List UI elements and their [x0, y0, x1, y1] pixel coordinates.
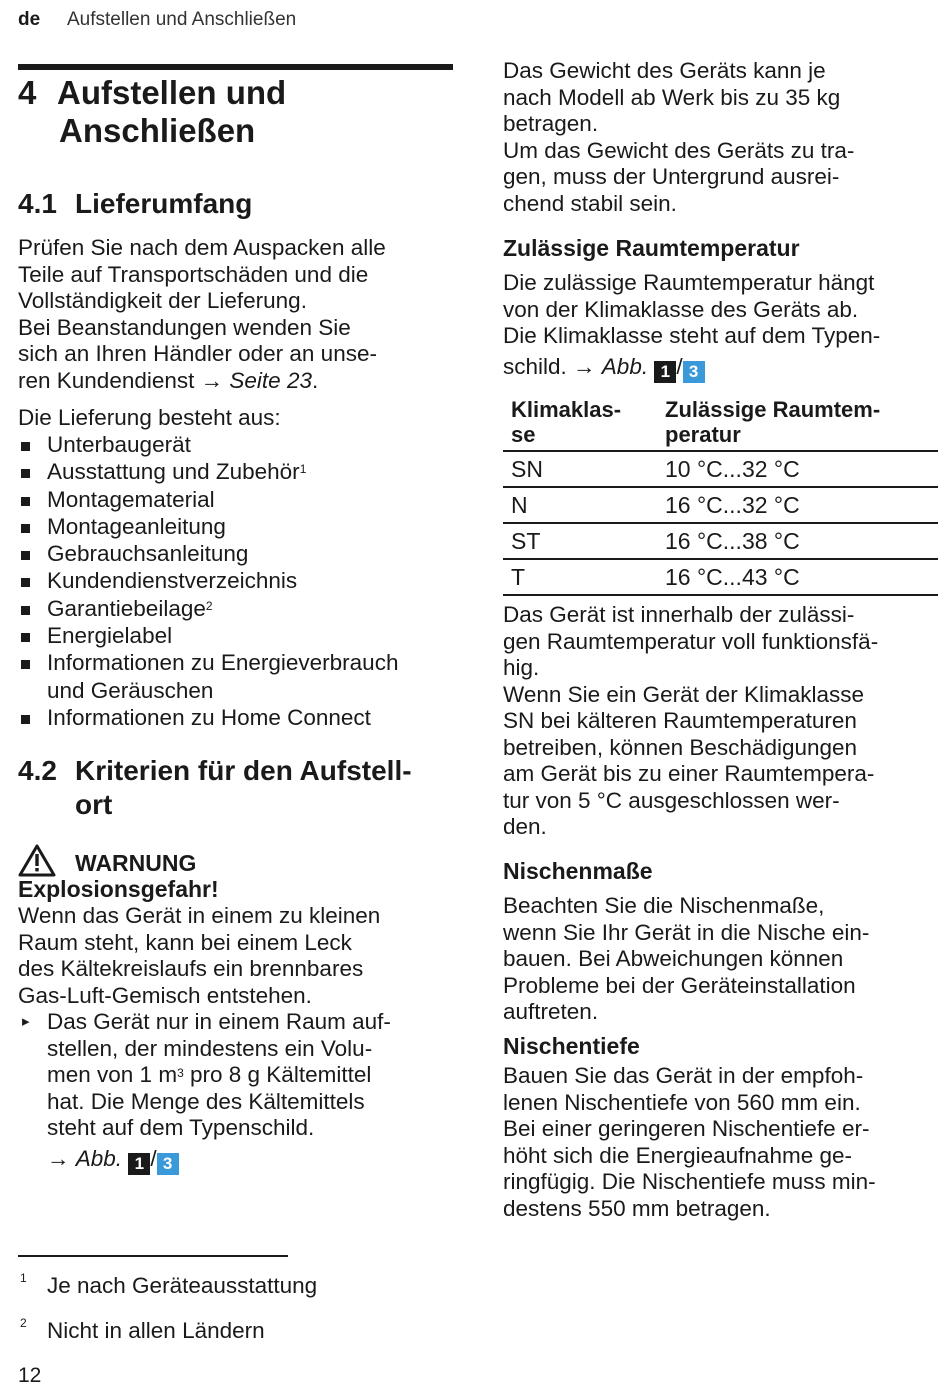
list-item: Garantiebeilage$^2$ [18, 595, 458, 622]
niche-dimensions-paragraph: Beachten Sie die Nischenmaße, wenn Sie Ihr Gerät in die Nische ein- bauen. Bei Abweichungen können Probleme bei der Geräteinstallation auftreten. [503, 893, 870, 1024]
delivery-intro: Die Lieferung besteht aus: [18, 405, 281, 430]
bullet-square-icon [21, 633, 30, 642]
chapter-title-line2: Anschließen [59, 112, 256, 149]
arrow-icon: → [47, 1145, 70, 1171]
figure-badge-1: 1 [654, 361, 676, 383]
footnote-text: Nicht in allen Ländern [47, 1318, 265, 1343]
table-row: N 16 °C...32 °C [503, 487, 938, 523]
section-title-lieferumfang: Lieferumfang [75, 188, 253, 219]
warning-triangle-icon [18, 843, 56, 877]
footnote-rule [18, 1255, 288, 1257]
table-header-row [503, 393, 938, 451]
chapter-title-line1: Aufstellen und [57, 74, 287, 111]
page-reference-link[interactable]: Seite 23 [229, 367, 312, 393]
bullet-square-icon [21, 497, 30, 506]
list-item: Montageanleitung [18, 513, 458, 540]
room-temperature-heading: Zulässige Raumtemperatur [503, 235, 800, 261]
step-triangle-icon: ▸ [22, 1013, 30, 1030]
section-title-line1: Kriterien für den Aufstell- [75, 755, 412, 786]
delivery-list [18, 431, 458, 731]
warning-instruction: Das Gerät nur in einem Raum auf- stellen, der mindestens ein Volu- men von 1 $m^3$ pro 8 g Kältemittel hat. Die Menge des Kältemittels steht auf dem Typenschild. → Abb. 1 / 3 [47, 1009, 391, 1173]
bullet-square-icon [21, 551, 30, 560]
arrow-icon: → [200, 367, 224, 393]
warning-label: WARNUNG [75, 850, 197, 876]
warning-title: Explosionsgefahr! [18, 876, 219, 902]
footnote-marker: 2 [205, 598, 213, 613]
table-row: ST 16 °C...38 °C [503, 523, 938, 559]
table-row: T 16 °C...43 °C [503, 559, 938, 595]
figure-badge-3: 3 [683, 361, 705, 383]
bullet-square-icon [21, 660, 30, 669]
list-item: Ausstattung und Zubehör$^1$ [18, 458, 458, 485]
language-tag: de [18, 9, 41, 30]
page-number: 12 [18, 1364, 42, 1387]
bullet-square-icon [21, 578, 30, 587]
arrow-icon: → [573, 353, 596, 379]
bullet-square-icon [21, 715, 30, 724]
bullet-square-icon [21, 524, 30, 533]
niche-depth-heading: Nischentiefe [503, 1033, 640, 1059]
section-title-line2: ort [75, 789, 113, 820]
footnote-number: 2 [20, 1316, 27, 1330]
footnote-text: Je nach Geräteausstattung [47, 1273, 318, 1298]
bullet-square-icon [21, 469, 30, 478]
list-item: Informationen zu Home Connect [18, 704, 458, 731]
weight-paragraph: Das Gewicht des Geräts kann je nach Modell ab Werk bis zu 35 kg betragen. Um das Gewicht des Geräts zu tra- gen, muss der Untergrund ausrei- chend stabil sein. [503, 58, 855, 216]
list-item: Kundendienstverzeichnis [18, 567, 458, 594]
delivery-check-paragraph: Prüfen Sie nach dem Auspacken alle Teile auf Transportschäden und die Vollständigkeit der Lieferung. Bei Beanstandungen wenden Sie sich an Ihren Händler oder an unse- ren Kundendienst → Seite 23. [18, 235, 386, 393]
niche-depth-paragraph: Bauen Sie das Gerät in der empfoh- lenen Nischentiefe von 560 mm ein. Bei einer geringeren Nischentiefe er- höht sich die Energieaufnahme ge- ringfügig. Die Nischentiefe muss min- destens 550 mm betragen. [503, 1063, 876, 1221]
footnote-marker: 1 [299, 462, 307, 477]
section-number-4-2: 4.2 [18, 755, 57, 786]
warning-text: Wenn das Gerät in einem zu kleinen Raum steht, kann bei einem Leck des Kältekreislaufs ein brennbares Gas-Luft-Gemisch entstehen. [18, 903, 381, 1008]
section-number-4-1: 4.1 [18, 188, 57, 219]
list-item: Energielabel [18, 622, 458, 649]
chapter-number: 4 [18, 74, 37, 111]
list-item: Informationen zu Energieverbrauch und Geräuschen [18, 649, 458, 704]
bullet-square-icon [21, 442, 30, 451]
climate-class-explanation: Das Gerät ist innerhalb der zulässi- gen Raumtemperatur voll funktionsfä- hig. Wenn Sie ein Gerät der Klimaklasse SN bei kälteren Raumtemperaturen betreiben, können Beschädigungen am Gerät bis zu einer Raumtempera- tur von 5 °C ausgeschlossen wer- den. [503, 602, 879, 839]
column-header-room-temperature: Zulässige Raumtem- peratur [657, 393, 938, 451]
bullet-square-icon [21, 606, 30, 615]
figure-badge-1: 1 [128, 1153, 150, 1175]
niche-dimensions-heading: Nischenmaße [503, 858, 653, 884]
figure-badge-3: 3 [157, 1153, 179, 1175]
table-row: SN 10 °C...32 °C [503, 451, 938, 487]
list-item: Montagematerial [18, 486, 458, 513]
footnote-number: 1 [20, 1271, 27, 1285]
figure-reference[interactable]: Abb. [601, 353, 649, 379]
column-header-climate-class: Klimaklas- se [503, 393, 657, 451]
climate-class-table [503, 393, 938, 596]
figure-reference[interactable]: Abb. [75, 1145, 123, 1171]
room-temperature-paragraph: Die zulässige Raumtemperatur hängt von der Klimaklasse des Geräts ab. Die Klimaklasse steht auf dem Typen- schild. → Abb. 1 / 3 [503, 270, 881, 381]
chapter-rule [18, 64, 453, 70]
running-header: Aufstellen und Anschließen [67, 9, 297, 30]
list-item: Gebrauchsanleitung [18, 540, 458, 567]
list-item: Unterbaugerät [18, 431, 458, 458]
